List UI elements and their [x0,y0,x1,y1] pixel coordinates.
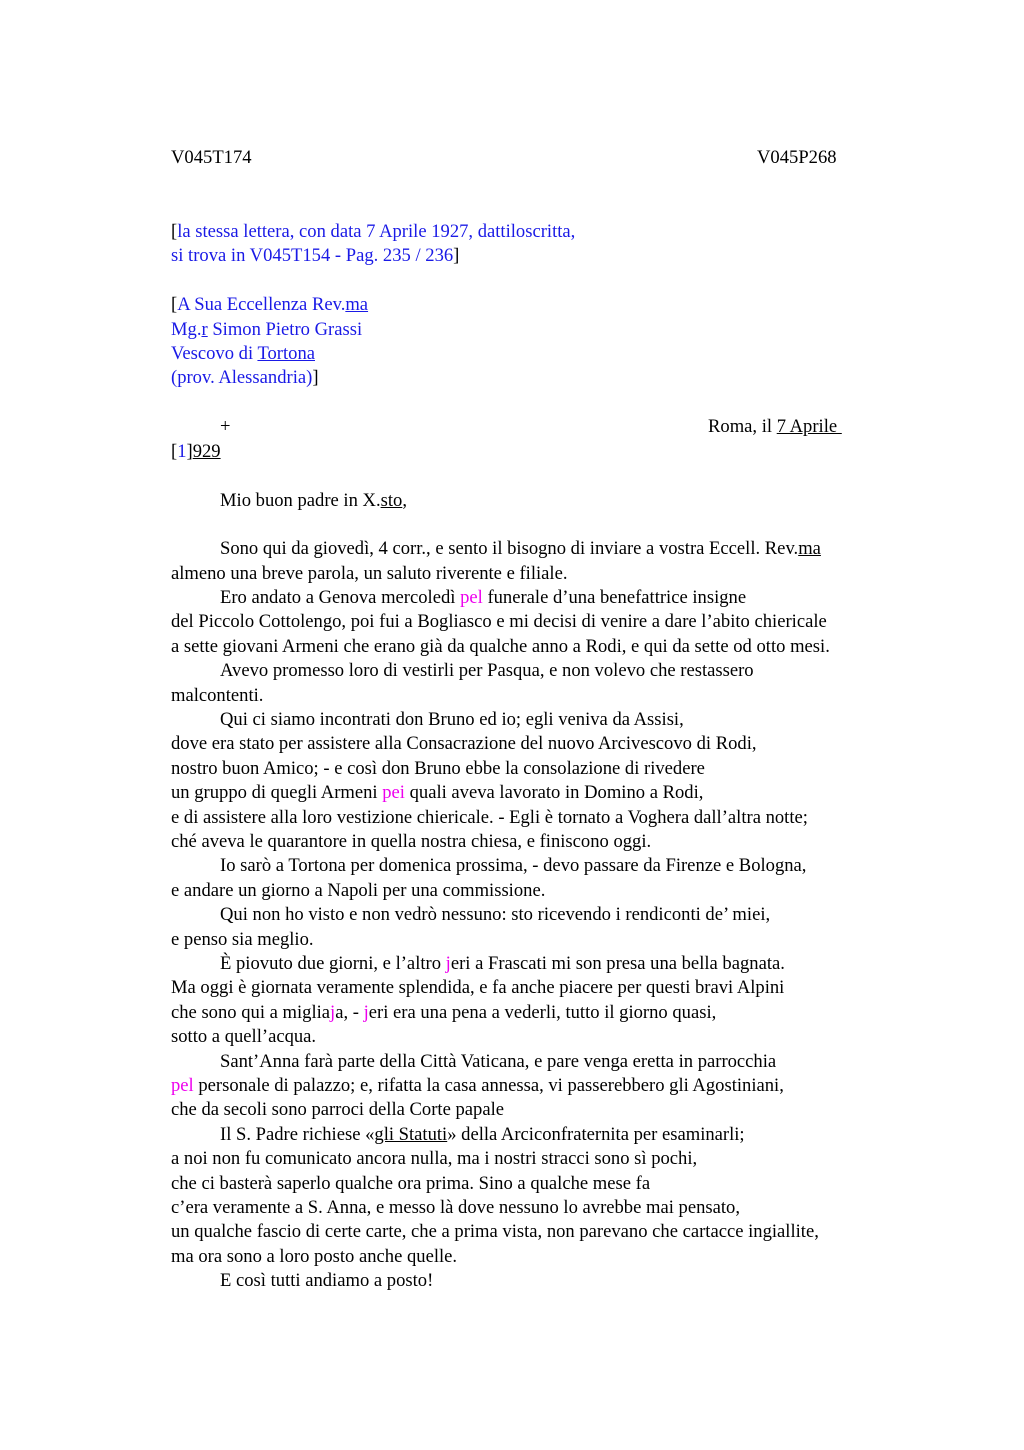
body-line: almeno una breve parola, un saluto riverente e filiale. [171,563,568,584]
body-line [220,537,821,561]
highlighted-word: pei [382,782,405,803]
dateline-place: Roma, il [708,416,777,437]
body-line: Qui non ho visto e non vedrò nessuno: sto ricevendo i rendiconti de’ miei, [220,904,771,925]
body-abbrev: ma [798,538,821,559]
body-text: eri a Frascati mi son presa una bella bagnata. [450,953,785,974]
body-text: personale di palazzo; e, rifatta la casa annessa, vi passerebbero gli Agostiniani, [193,1075,784,1096]
body-line [171,1074,784,1098]
highlighted-letter: j [330,1002,336,1023]
body-line: ma ora sono a loro posto anche quelle. [171,1246,458,1267]
body-line: c’era veramente a S. Anna, e messo là dove nessuno lo avrebbe mai pensato, [171,1197,740,1218]
body-text: eri era una pena a vederli, tutto il giorno quasi, [368,1002,717,1023]
body-text: » della Arciconfraternita per esaminarli; [447,1124,745,1145]
body-text: Il S. Padre richiese « [220,1124,375,1145]
body-line [171,1001,716,1025]
address-superscript: ma [345,294,369,315]
body-line: del Piccolo Cottolengo, poi fui a Bogliasco e mi decisi di venire a dare l’abito chiericale [171,611,827,632]
address-text: (prov. Alessandria) [171,367,313,388]
year-bracketed-digit: 1 [177,441,187,462]
address-line-1: [A Sua Eccellenza Rev.ma [171,294,369,315]
underlined-phrase: gli Statuti [374,1124,448,1145]
body-text: È piovuto due giorni, e l’altro [220,953,446,974]
note-text-2: si trova in V045T154 - Pag. 235 / 236 [171,245,454,266]
highlighted-letter: j [363,1002,369,1023]
body-text: a, - [335,1002,364,1023]
body-text: un gruppo di quegli Armeni [171,782,383,803]
salutation-abbrev: sto [380,490,403,511]
body-line: Sant’Anna farà parte della Città Vaticana, e pare venga eretta in parrocchia [220,1051,777,1072]
address-line-4: (prov. Alessandria)] [171,367,319,388]
body-line [220,586,746,610]
address-text: Vescovo di [171,343,258,364]
editorial-note-line-2: si trova in V045T154 - Pag. 235 / 236] [171,245,460,266]
body-line: e penso sia meglio. [171,929,314,950]
salutation-text: Mio buon padre in X. [220,490,381,511]
body-text: Ero andato a Genova mercoledì [220,587,461,608]
highlighted-letter: j [445,953,451,974]
body-line: e andare un giorno a Napoli per una commissione. [171,880,546,901]
body-line: sotto a quell’acqua. [171,1026,317,1047]
body-line: nostro buon Amico; - e così don Bruno ebbe la consolazione di rivedere [171,758,705,779]
header-right-code: V045P268 [757,147,837,168]
body-line: e di assistere alla loro vestizione chiericale. - Egli è tornato a Voghera dall’altra notte; [171,807,808,828]
body-line [220,1123,745,1147]
dateline-year: [1]929 [171,441,221,462]
address-text: A Sua Eccellenza Rev. [177,294,346,315]
body-line: che da secoli sono parroci della Corte papale [171,1099,504,1120]
body-text: quali aveva lavorato in Domino a Rodi, [404,782,704,803]
body-line: Ma oggi è giornata veramente splendida, e fa anche piacere per questi bravi Alpini [171,977,785,998]
dateline-date: 7 Aprile [776,416,842,437]
body-line: a noi non fu comunicato ancora nulla, ma i nostri stracci sono sì pochi, [171,1148,698,1169]
body-text: funerale d’una benefattrice insigne [482,587,747,608]
body-line: ché aveva le quarantore in quella nostra chiesa, e finiscono oggi. [171,831,652,852]
body-line [171,781,703,805]
highlighted-word: pel [171,1075,194,1096]
cross-symbol: + [220,416,231,437]
note-text-1: la stessa lettera, con data 7 Aprile 1927, dattiloscritta, [177,221,576,242]
body-line: Io sarò a Tortona per domenica prossima, - devo passare da Firenze e Bologna, [220,855,807,876]
dateline [708,415,842,439]
body-line: malcontenti. [171,685,264,706]
year-digits: 929 [192,441,221,462]
body-line: Qui ci siamo incontrati don Bruno ed io; egli veniva da Assisi, [220,709,684,730]
salutation [220,489,407,513]
body-line: a sette giovani Armeni che erano già da qualche anno a Rodi, e qui da sette od otto mesi. [171,636,830,657]
address-text: Mg. [171,319,202,340]
body-line [220,952,785,976]
address-superscript: r [201,319,208,340]
address-line-3 [171,342,315,366]
editorial-note-line-1: [la stessa lettera, con data 7 Aprile 1927, dattiloscritta, [171,221,576,242]
body-text: Sono qui da giovedì, 4 corr., e sento il bisogno di inviare a vostra Eccell. Rev. [220,538,799,559]
header-left-code: V045T174 [171,147,252,168]
address-line-2 [171,318,362,342]
highlighted-word: pel [460,587,483,608]
body-line: E così tutti andiamo a posto! [220,1270,434,1291]
address-city: Tortona [257,343,315,364]
address-text: Simon Pietro Grassi [207,319,363,340]
salutation-text: , [402,490,407,511]
body-text: che sono qui a miglia [171,1002,331,1023]
body-line: dove era stato per assistere alla Consacrazione del nuovo Arcivescovo di Rodi, [171,733,757,754]
body-line: che ci basterà saperlo qualche ora prima. Sino a qualche mese fa [171,1173,651,1194]
body-line: Avevo promesso loro di vestirli per Pasqua, e non volevo che restassero [220,660,754,681]
body-line: un qualche fascio di certe carte, che a prima vista, non parevano che cartacce ingiallite, [171,1221,819,1242]
